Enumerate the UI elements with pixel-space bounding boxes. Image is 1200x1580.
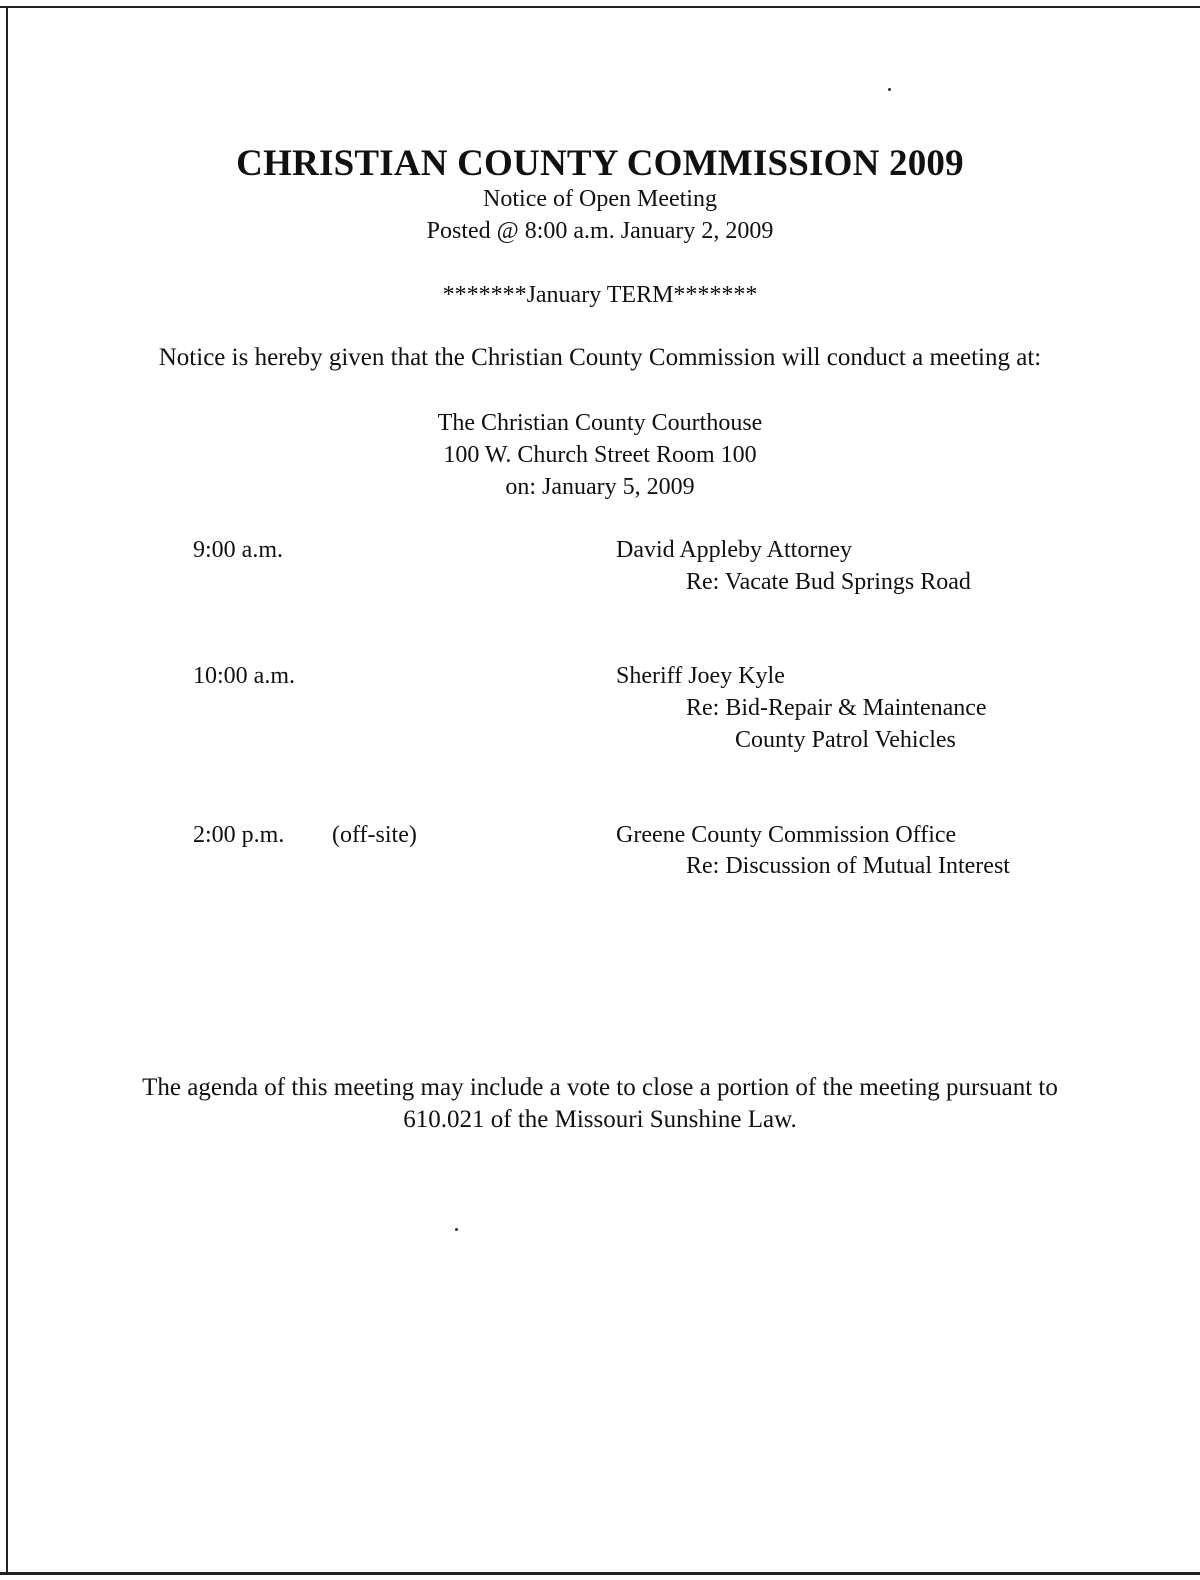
schedule-re-continued: County Patrol Vehicles: [735, 727, 956, 753]
schedule-party: Sheriff Joey Kyle: [616, 663, 785, 689]
schedule-location-note: (off-site): [332, 822, 417, 848]
document-subtitle: Notice of Open Meeting: [483, 186, 717, 212]
posted-line: Posted @ 8:00 a.m. January 2, 2009: [426, 218, 774, 244]
schedule-time: 10:00 a.m.: [193, 663, 295, 689]
location-name: The Christian County Courthouse: [437, 410, 763, 436]
schedule-re: Re: Vacate Bud Springs Road: [686, 569, 971, 595]
location-address: 100 W. Church Street Room 100: [443, 442, 757, 468]
schedule-time: 9:00 a.m.: [193, 537, 283, 563]
scan-border-bottom: [0, 1572, 1200, 1575]
schedule-re: Re: Bid-Repair & Maintenance: [686, 695, 987, 721]
scan-border-top: [0, 6, 1200, 8]
document-title: CHRISTIAN COUNTY COMMISSION 2009: [236, 143, 964, 184]
closing-notice-line-1: The agenda of this meeting may include a vote to close a portion of the meeting pursuant to: [142, 1074, 1058, 1101]
scan-speck: [888, 88, 891, 91]
closing-notice-line-2: 610.021 of the Missouri Sunshine Law.: [403, 1106, 797, 1133]
scan-speck: [455, 1228, 458, 1231]
schedule-re: Re: Discussion of Mutual Interest: [686, 853, 1010, 879]
notice-intro: Notice is hereby given that the Christian County Commission will conduct a meeting at:: [158, 344, 1042, 371]
schedule-party: Greene County Commission Office: [616, 822, 957, 848]
schedule-time: 2:00 p.m.: [193, 822, 285, 848]
schedule-party: David Appleby Attorney: [616, 537, 852, 563]
meeting-date: on: January 5, 2009: [505, 474, 695, 500]
term-line: *******January TERM*******: [442, 282, 758, 308]
